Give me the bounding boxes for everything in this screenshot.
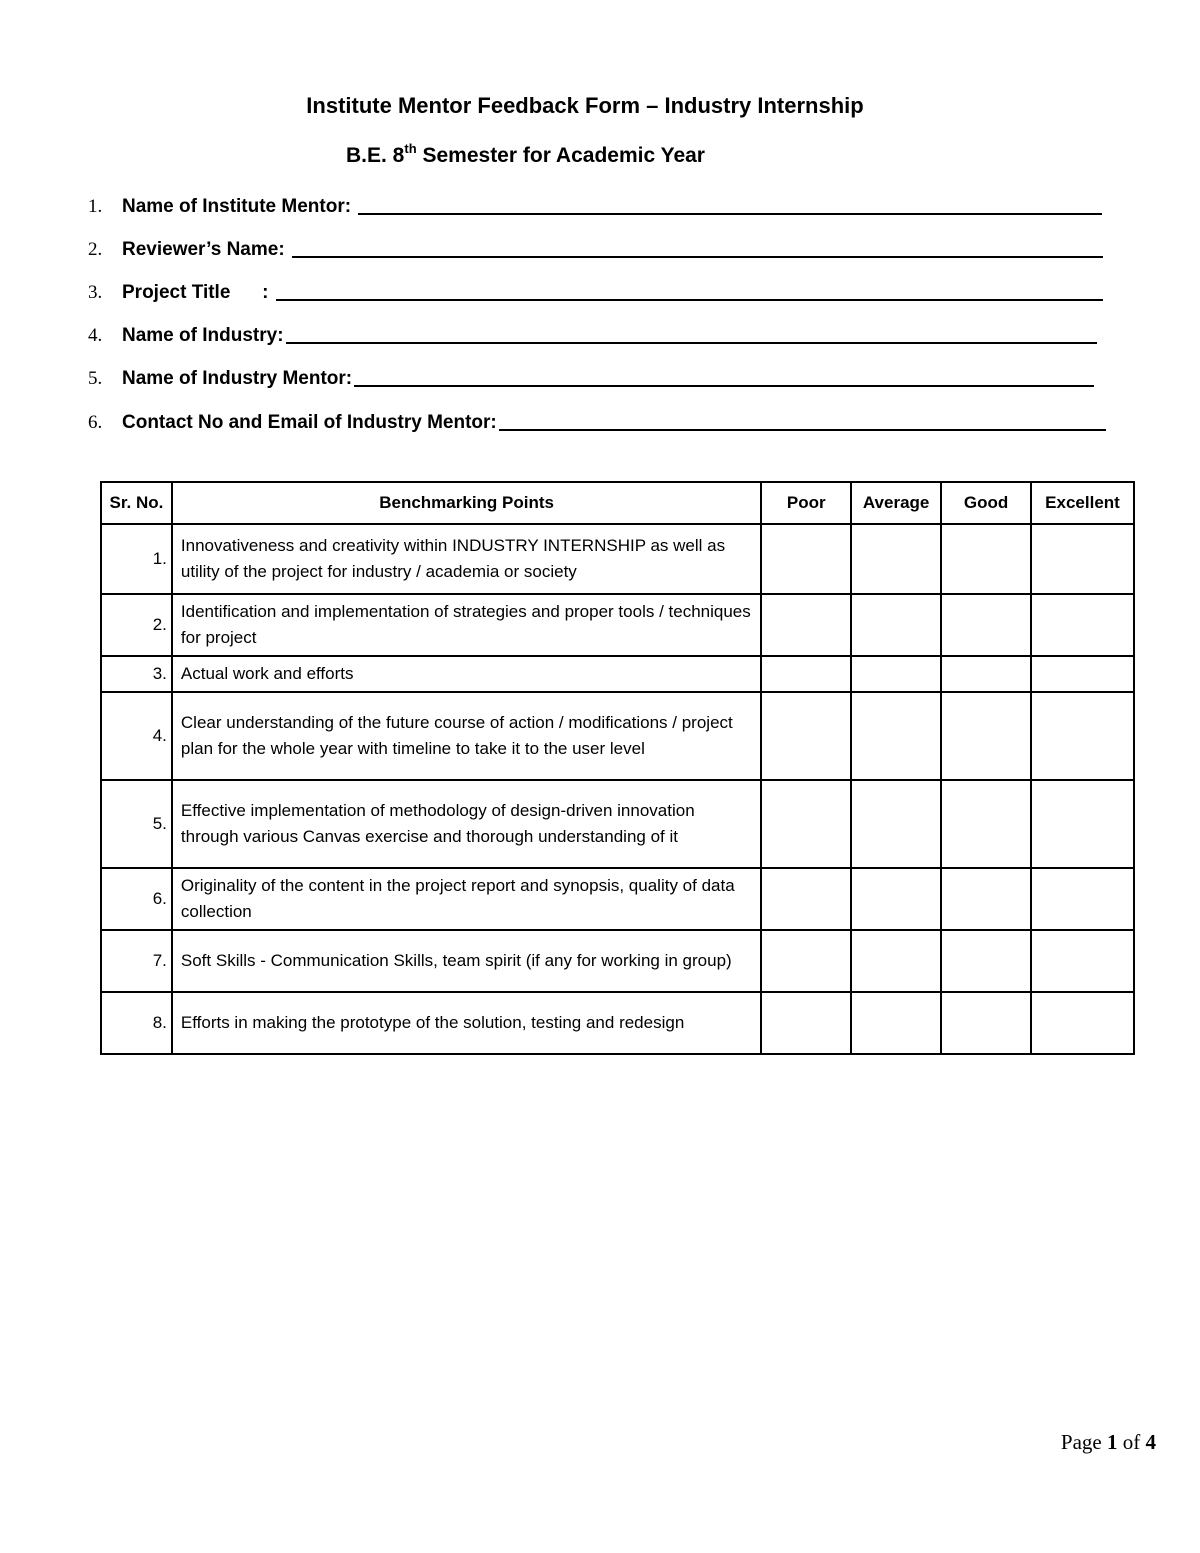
rating-cell-average[interactable] [851, 524, 941, 594]
rating-cell-excellent[interactable] [1031, 656, 1134, 692]
rating-cell-poor[interactable] [761, 780, 851, 868]
of-word: of [1117, 1430, 1146, 1454]
table-row [101, 868, 1134, 930]
row-benchmark-point: Actual work and efforts [172, 656, 761, 692]
row-benchmark-point: Efforts in making the prototype of the solution, testing and redesign [172, 992, 761, 1054]
field-number: 4. [88, 325, 103, 346]
row-sr-no: 8. [101, 992, 172, 1054]
rating-cell-excellent[interactable] [1031, 594, 1134, 656]
rating-cell-excellent[interactable] [1031, 930, 1134, 992]
row-sr-no: 7. [101, 930, 172, 992]
row-sr-no: 6. [101, 868, 172, 930]
table-row [101, 656, 1134, 692]
institute-mentor-input-line[interactable] [358, 213, 1102, 215]
rating-cell-poor[interactable] [761, 868, 851, 930]
row-benchmark-point: Soft Skills - Communication Skills, team spirit (if any for working in group) [172, 930, 761, 992]
row-benchmark-point: Clear understanding of the future course of action / modifications / project plan for the whole year with timeline to take it to the user level [172, 692, 761, 780]
field-institute-mentor [88, 188, 1102, 218]
field-label: Name of Institute Mentor: [122, 196, 357, 217]
rating-cell-excellent[interactable] [1031, 780, 1134, 868]
page-number [1061, 1430, 1156, 1455]
rating-cell-average[interactable] [851, 930, 941, 992]
industry-name-input-line[interactable] [286, 342, 1097, 344]
rating-cell-excellent[interactable] [1031, 868, 1134, 930]
rating-cell-average[interactable] [851, 656, 941, 692]
subtitle-prefix: B.E. 8 [346, 144, 405, 167]
row-sr-no: 3. [101, 656, 172, 692]
header-good: Good [941, 482, 1031, 524]
row-sr-no: 4. [101, 692, 172, 780]
benchmarking-table [100, 481, 1135, 1055]
header-average: Average [851, 482, 941, 524]
field-reviewer-name [88, 231, 1103, 261]
rating-cell-average[interactable] [851, 692, 941, 780]
rating-cell-good[interactable] [941, 868, 1031, 930]
rating-cell-excellent[interactable] [1031, 992, 1134, 1054]
row-sr-no: 5. [101, 780, 172, 868]
field-number: 5. [88, 368, 103, 389]
rating-cell-good[interactable] [941, 930, 1031, 992]
row-sr-no: 2. [101, 594, 172, 656]
table-row [101, 524, 1134, 594]
header-poor: Poor [761, 482, 851, 524]
table-row [101, 594, 1134, 656]
subtitle-suffix: Semester for Academic Year [416, 144, 705, 167]
rating-cell-good[interactable] [941, 692, 1031, 780]
row-benchmark-point: Originality of the content in the project report and synopsis, quality of data collection [172, 868, 761, 930]
rating-cell-good[interactable] [941, 780, 1031, 868]
table-row [101, 992, 1134, 1054]
rating-cell-average[interactable] [851, 992, 941, 1054]
field-label: Name of Industry Mentor: [122, 368, 353, 389]
table-row [101, 930, 1134, 992]
total-pages: 4 [1145, 1430, 1156, 1454]
rating-cell-good[interactable] [941, 524, 1031, 594]
form-subtitle [346, 141, 705, 168]
table-row [101, 692, 1134, 780]
project-title-input-line[interactable] [276, 299, 1103, 301]
subtitle-superscript: th [404, 141, 417, 156]
rating-cell-excellent[interactable] [1031, 692, 1134, 780]
field-project-title [88, 274, 1103, 304]
field-label: Contact No and Email of Industry Mentor: [122, 412, 497, 433]
field-industry-mentor [88, 360, 1094, 390]
form-title: Institute Mentor Feedback Form – Industry Internship [306, 93, 864, 118]
rating-cell-poor[interactable] [761, 930, 851, 992]
rating-cell-good[interactable] [941, 992, 1031, 1054]
row-benchmark-point: Identification and implementation of strategies and proper tools / techniques for project [172, 594, 761, 656]
rating-cell-poor[interactable] [761, 656, 851, 692]
page-word: Page [1060, 1430, 1107, 1454]
field-industry-mentor-contact [88, 404, 1106, 434]
rating-cell-poor[interactable] [761, 594, 851, 656]
field-number: 2. [88, 239, 103, 260]
rating-cell-good[interactable] [941, 594, 1031, 656]
rating-cell-poor[interactable] [761, 692, 851, 780]
rating-cell-poor[interactable] [761, 992, 851, 1054]
rating-cell-poor[interactable] [761, 524, 851, 594]
rating-cell-average[interactable] [851, 868, 941, 930]
field-number: 1. [88, 196, 103, 217]
row-benchmark-point: Effective implementation of methodology of design-driven innovation through various Canvas exercise and thorough understanding of it [172, 780, 761, 868]
field-number: 6. [88, 412, 103, 433]
row-sr-no: 1. [101, 524, 172, 594]
field-industry-name [88, 317, 1097, 347]
header-benchmarking-points: Benchmarking Points [172, 482, 761, 524]
table-header-row [101, 482, 1134, 524]
rating-cell-average[interactable] [851, 780, 941, 868]
row-benchmark-point: Innovativeness and creativity within INDUSTRY INTERNSHIP as well as utility of the project for industry / academia or society [172, 524, 761, 594]
field-label: Reviewer’s Name: [122, 239, 290, 260]
current-page: 1 [1107, 1430, 1118, 1454]
field-label: Project Title : [122, 282, 274, 303]
table-row [101, 780, 1134, 868]
contact-email-input-line[interactable] [499, 429, 1106, 431]
rating-cell-excellent[interactable] [1031, 524, 1134, 594]
header-excellent: Excellent [1031, 482, 1134, 524]
field-number: 3. [88, 282, 103, 303]
field-label: Name of Industry: [122, 325, 284, 346]
industry-mentor-input-line[interactable] [354, 385, 1094, 387]
reviewer-name-input-line[interactable] [292, 256, 1103, 258]
rating-cell-average[interactable] [851, 594, 941, 656]
header-sr-no: Sr. No. [101, 482, 172, 524]
rating-cell-good[interactable] [941, 656, 1031, 692]
